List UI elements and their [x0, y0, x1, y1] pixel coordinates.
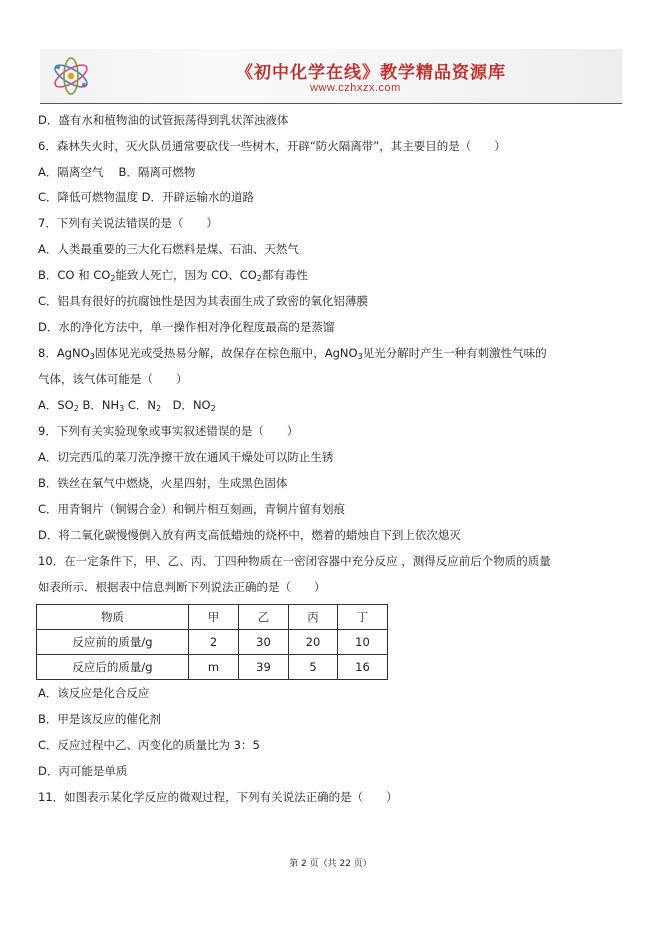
table-header-cell: 丙 [289, 605, 338, 630]
q9-option-c: C．用青铜片（铜锡合金）和铜片相互刻画，青铜片留有划痕 [38, 502, 346, 516]
q8-s1-sub2: 3 [357, 352, 363, 361]
q8-opt-a-sub: 2 [73, 404, 79, 413]
table-cell: 39 [239, 655, 289, 680]
q10-option-d: D．丙可能是单质 [38, 764, 128, 778]
q7-b-sub1: 2 [110, 274, 116, 283]
table-cell: 20 [289, 630, 338, 655]
atom-logo-icon [48, 54, 94, 98]
q6-options-ab: A．隔离空气 B．隔离可燃物 [38, 165, 196, 179]
q10-option-b: B．甲是该反应的催化剂 [38, 712, 161, 726]
q7-option-b [38, 267, 308, 287]
q7-stem: 7．下列有关说法错误的是（ ） [38, 216, 218, 230]
banner-title: 《初中化学在线》教学精品资源库 [236, 63, 506, 83]
q7-option-a: A．人类最重要的三大化石燃料是煤、石油、天然气 [38, 242, 299, 256]
table-header-cell: 物质 [37, 605, 189, 630]
q7-b-sub2: 2 [256, 274, 262, 283]
mass-table [36, 604, 388, 680]
q8-options [38, 397, 216, 417]
table-cell: 16 [338, 655, 388, 680]
q8-stem-line2: 气体，该气体可能是（ ） [38, 372, 188, 386]
q8-opt-a: A．SO [38, 398, 74, 412]
q9-option-d: D．将二氧化碳慢慢倒入放有两支高低蜡烛的烧杯中，燃着的蜡烛自下到上依次熄灭 [38, 528, 461, 542]
q7-option-c: C．铝具有很好的抗腐蚀性是因为其表面生成了致密的氧化铝薄膜 [38, 294, 369, 308]
q7-b-pre: B．CO 和 CO [38, 268, 111, 282]
q8-opt-c-sub: 2 [156, 404, 162, 413]
table-row [37, 655, 388, 680]
q10-option-a: A．该反应是化合反应 [38, 686, 150, 700]
q10-option-c: C．反应过程中乙、丙变化的质量比为 3：5 [38, 738, 260, 752]
q7-b-mid: 能致人死亡，因为 CO、CO [115, 268, 257, 282]
q5-option-d: D．盛有水和植物油的试管振荡得到乳状浑浊液体 [38, 113, 289, 127]
q9-option-b: B．铁丝在氧气中燃烧，火星四射，生成黑色固体 [38, 476, 288, 490]
q10-stem-line2: 如表所示．根据表中信息判断下列说法正确的是（ ） [38, 580, 326, 594]
q9-stem: 9．下列有关实验现象或事实叙述错误的是（ ） [38, 424, 299, 438]
banner-url: www.czhxzx.com [310, 82, 401, 94]
q8-s1b: 固体见光或受热易分解，故保存在棕色瓶中，AgNO [94, 346, 358, 360]
q6-stem: 6．森林失火时，灭火队员通常要砍伐一些树木，开辟“防火隔离带”，其主要目的是（ ） [38, 139, 506, 153]
table-cell: 反应后的质量/g [37, 655, 189, 680]
q8-stem-line1 [38, 345, 547, 365]
q7-b-post: 都有毒性 [261, 268, 308, 282]
page-footer: 第 2 页（共 22 页） [289, 859, 372, 869]
table-cell: 2 [189, 630, 239, 655]
table-cell: 反应前的质量/g [37, 630, 189, 655]
table-cell: m [189, 655, 239, 680]
table-header-row [37, 605, 388, 630]
q8-opt-c: C．N [124, 398, 156, 412]
q10-stem-line1: 10．在一定条件下，甲、乙、丙、丁四种物质在一密闭容器中充分反应 ，测得反应前后个物质的质量 [38, 554, 551, 568]
q8-s1c: 见光分解时产生一种有刺激性气味的 [362, 346, 547, 360]
table-cell: 10 [338, 630, 388, 655]
q8-opt-d: D．NO [161, 398, 211, 412]
q7-option-d: D．水的净化方法中，单一操作相对净化程度最高的是蒸馏 [38, 320, 335, 334]
q6-options-cd: C．降低可燃物温度 D．开辟运输水的道路 [38, 190, 255, 204]
table-header-cell: 乙 [239, 605, 289, 630]
page-header [40, 49, 622, 104]
table-header-cell: 丁 [338, 605, 388, 630]
q8-opt-d-sub: 2 [210, 404, 216, 413]
q8-opt-b-sub: 3 [119, 404, 125, 413]
q9-option-a: A．切完西瓜的菜刀洗净擦干放在通风干燥处可以防止生锈 [38, 450, 334, 464]
table-header-cell: 甲 [189, 605, 239, 630]
table-cell: 5 [289, 655, 338, 680]
q8-s1-sub1: 3 [89, 352, 95, 361]
q8-s1a: 8．AgNO [38, 346, 90, 360]
table-row [37, 630, 388, 655]
table-cell: 30 [239, 630, 289, 655]
q8-opt-b: B．NH [78, 398, 120, 412]
q11-stem: 11．如图表示某化学反应的微观过程，下列有关说法正确的是（ ） [38, 790, 398, 804]
